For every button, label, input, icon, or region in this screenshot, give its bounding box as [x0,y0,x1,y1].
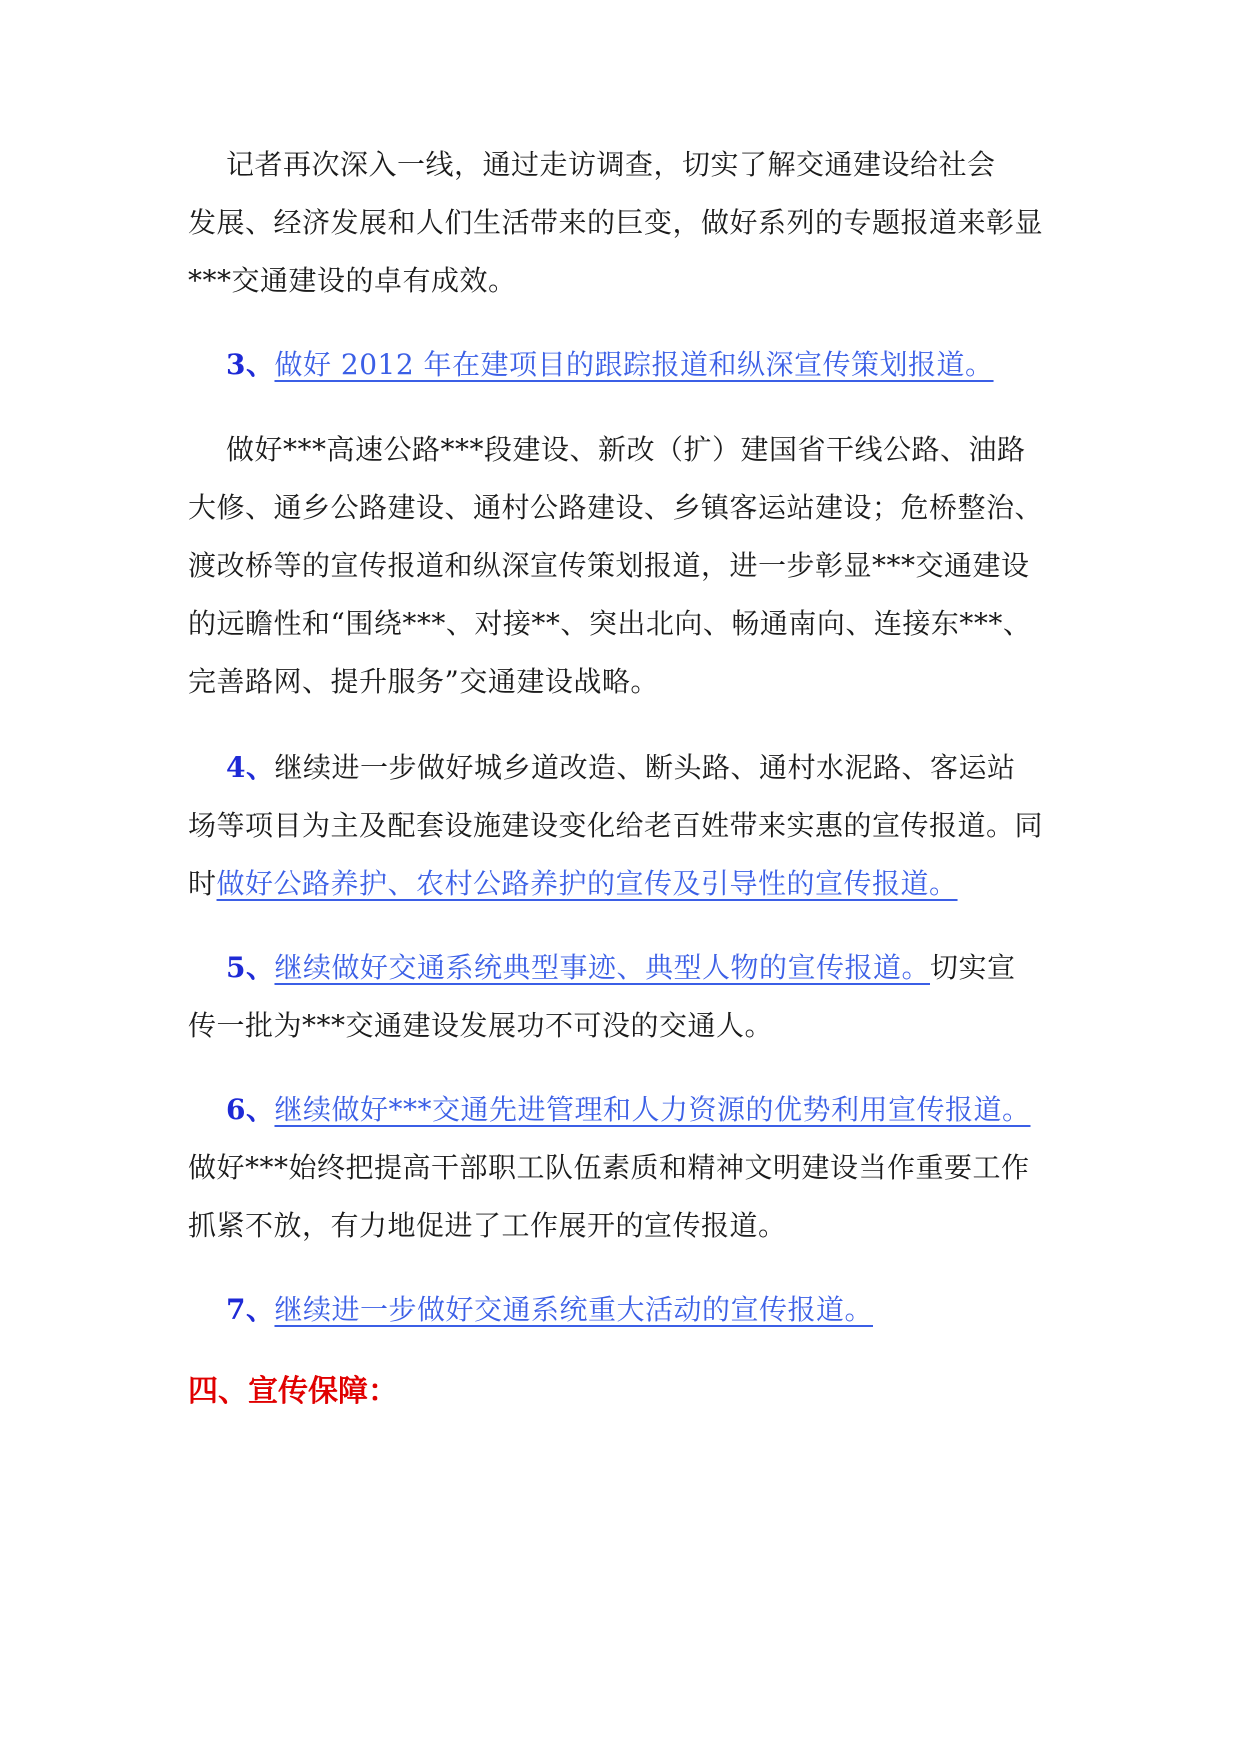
item-6-line-3: 抓紧不放，有力地促进了工作展开的宣传报道。 [188,1209,787,1242]
item-4-link[interactable]: 做好公路养护、农村公路养护的宣传及引导性的宣传报道。 [216,867,958,900]
section-heading-guarantee: 四、宣传保障： [188,1374,398,1409]
item-6-number: 6、 [226,1093,275,1126]
item-6-link[interactable]: 继续做好***交通先进管理和人力资源的优势利用宣传报道。 [274,1093,1031,1126]
paragraph-reporter-line-3: ***交通建设的卓有成效。 [188,264,517,297]
paragraph-projects-line-4: 的远瞻性和“围绕***、对接**、突出北向、畅通南向、连接东***、 [188,607,1032,640]
paragraph-projects-line-2: 大修、通乡公路建设、通村公路建设、乡镇客运站建设；危桥整治、 [188,491,1044,524]
item-4-number: 4、 [226,751,275,784]
item-4-prefix: 时 [188,867,217,900]
item-3-line [226,345,994,385]
item-6-line-1 [226,1090,1031,1130]
item-7-line [226,1290,873,1330]
item-6-line-2: 做好***始终把提高干部职工队伍素质和精神文明建设当作重要工作 [188,1151,1030,1184]
item-5-line-1 [226,948,1016,988]
paragraph-projects-line-5: 完善路网、提升服务”交通建设战略。 [188,665,659,698]
paragraph-projects-line-1: 做好***高速公路***段建设、新改（扩）建国省干线公路、油路 [226,433,1026,466]
item-7-link[interactable]: 继续进一步做好交通系统重大活动的宣传报道。 [274,1293,873,1326]
item-4-line-1 [226,748,1016,788]
item-5-link[interactable]: 继续做好交通系统典型事迹、典型人物的宣传报道。 [274,951,930,984]
item-5-line-2: 传一批为***交通建设发展功不可没的交通人。 [188,1009,774,1042]
item-4-text: 继续进一步做好城乡道改造、断头路、通村水泥路、客运站 [274,751,1016,784]
item-7-number: 7、 [226,1293,275,1326]
paragraph-reporter-line-1: 记者再次深入一线，通过走访调查，切实了解交通建设给社会 [226,148,996,181]
paragraph-reporter-line-2: 发展、经济发展和人们生活带来的巨变，做好系列的专题报道来彰显 [188,206,1044,239]
item-5-tail: 切实宣 [930,951,1016,984]
item-3-link[interactable]: 做好 2012 年在建项目的跟踪报道和纵深宣传策划报道。 [274,348,994,381]
item-4-line-3 [188,864,958,904]
item-5-number: 5、 [226,951,275,984]
paragraph-projects-line-3: 渡改桥等的宣传报道和纵深宣传策划报道，进一步彰显***交通建设 [188,549,1030,582]
item-3-number: 3、 [226,348,275,381]
item-4-line-2: 场等项目为主及配套设施建设变化给老百姓带来实惠的宣传报道。同 [188,809,1044,842]
